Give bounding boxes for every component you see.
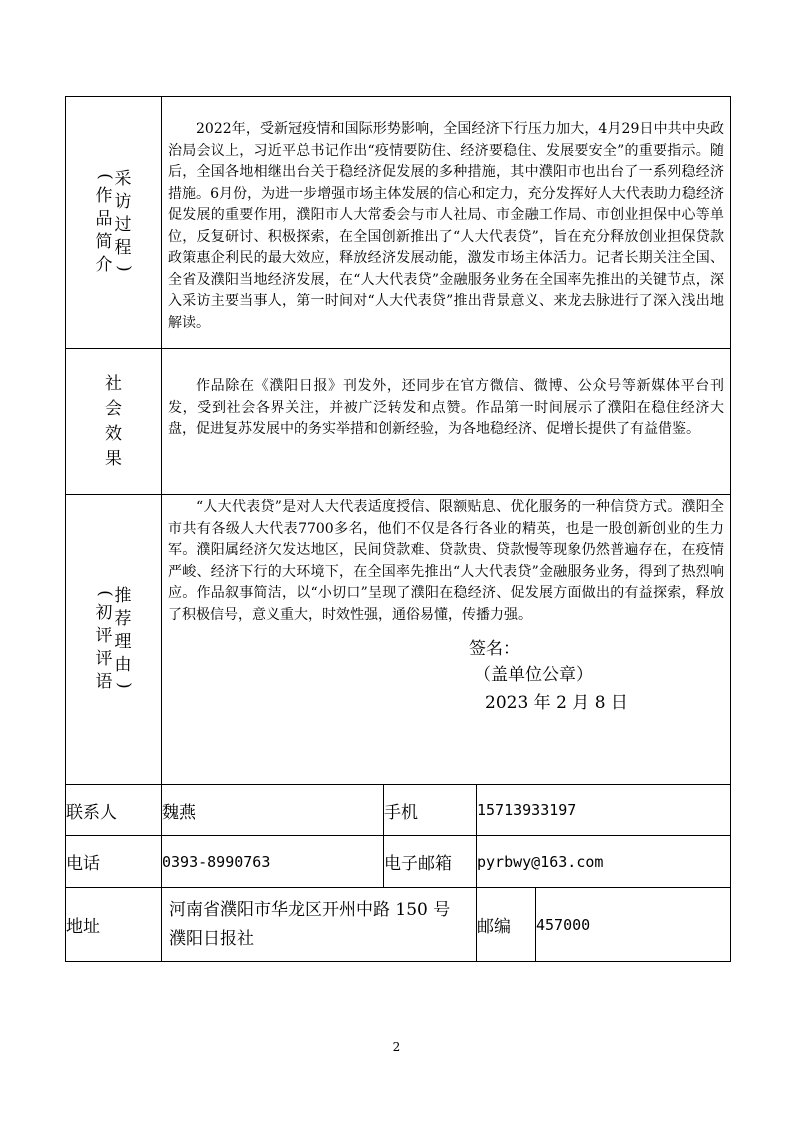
address-line-2: 濮阳日报社 bbox=[169, 928, 254, 949]
effect-label-char: 社 bbox=[105, 373, 122, 394]
person-label: 联系人 bbox=[66, 785, 162, 836]
address-row bbox=[66, 888, 731, 962]
recommend-label-char: 由 bbox=[114, 655, 132, 675]
process-label-char: 采 bbox=[114, 169, 132, 189]
process-label-char: 访 bbox=[114, 192, 132, 212]
recommend-label-char: 评 bbox=[95, 626, 113, 646]
recommend-label-char: 评 bbox=[95, 649, 113, 669]
phone-row bbox=[66, 836, 731, 888]
recommend-label-char: 荐 bbox=[114, 609, 132, 629]
recommend-label-col-a: ( 初 评 评 语 bbox=[94, 590, 115, 692]
signature-block bbox=[162, 630, 730, 760]
effect-row bbox=[66, 349, 731, 495]
seal-note: （盖单位公章） bbox=[474, 665, 593, 685]
process-content-cell bbox=[162, 97, 731, 349]
postcode-value: 457000 bbox=[536, 888, 731, 962]
process-label-char: 简 bbox=[95, 232, 113, 252]
recommend-label-col-b: 推 荐 理 由 ) bbox=[113, 586, 134, 689]
address-line-1: 河南省濮阳市华龙区开州中路 150 号 bbox=[169, 899, 451, 920]
sign-date: 2023 年 2 月 8 日 bbox=[485, 693, 628, 713]
address-value bbox=[162, 888, 477, 962]
process-text: 2022年，受新冠疫情和国际形势影响，全国经济下行压力加大，4月29日中共中央政治局会议上，习近平总书记作出“疫情要防住、经济要稳住、发展要安全”的重要指示。随后，全国各地相继出台关于稳经济促发展的多种措施，其中濮阳市也出台了一系列稳经济措施。6月份，为进一步增强市场主体发展的信心和定力，充分发挥好人大代表助力稳经济促发展的重要作用，濮阳市人大常委会与市人社局、市金融工作局、市创业担保中心等单位，反复研讨、积极探索，在全国创新推出了“人大代表贷”，旨在充分释放创业担保贷款政策惠企利民的最大效应，释放经济发展动能，激发市场主体活力。记者长期关注全国、全省及濮阳当地经济发展，在“人大代表贷”金融服务业务在全国率先推出的关键节点，深入采访主要当事人，第一时间对“人大代表贷”推出背景意义、来龙去脉进行了深入浅出地解读。 bbox=[168, 121, 724, 331]
process-label-char: 品 bbox=[95, 209, 113, 229]
phone-value: 0393-8990763 bbox=[162, 836, 384, 888]
process-label-col-a: ( 作 品 简 介 bbox=[94, 173, 115, 275]
phone-label: 电话 bbox=[66, 836, 162, 888]
effect-content-cell bbox=[162, 349, 731, 495]
person-value: 魏燕 bbox=[162, 785, 384, 836]
recommend-label-char: 初 bbox=[95, 603, 113, 623]
page-number: 2 bbox=[392, 1040, 401, 1054]
email-label: 电子邮箱 bbox=[384, 836, 477, 888]
effect-label-char: 果 bbox=[105, 448, 122, 469]
mobile-value: 15713933197 bbox=[477, 785, 731, 836]
effect-text: 作品除在《濮阳日报》刊发外，还同步在官方微信、微博、公众号等新媒体平台刊发，受到社会各界关注，并被广泛转发和点赞。作品第一时间展示了濮阳在稳住经济大盘，促进复苏发展中的务实举措和创新经验，为各地稳经济、促增长提供了有益借鉴。 bbox=[168, 378, 724, 437]
process-label-char: 介 bbox=[95, 255, 113, 275]
recommend-label-char: 理 bbox=[114, 632, 132, 652]
recommend-content-cell bbox=[162, 495, 731, 785]
recommend-row bbox=[66, 495, 731, 785]
recommend-label-char: 语 bbox=[95, 672, 113, 692]
process-label-char: 作 bbox=[95, 186, 113, 206]
postcode-label: 邮编 bbox=[477, 888, 536, 962]
process-label-char: 过 bbox=[114, 215, 132, 235]
mobile-label: 手机 bbox=[384, 785, 477, 836]
sign-label: 签名： bbox=[469, 639, 520, 659]
email-value: pyrbwy@163.com bbox=[477, 836, 731, 888]
recommend-label-char: 推 bbox=[114, 586, 132, 606]
process-label-char: 程 bbox=[114, 238, 132, 258]
process-label-col-b: 采 访 过 程 ) bbox=[113, 169, 134, 272]
effect-label-char: 效 bbox=[105, 423, 122, 444]
recommend-text: “人大代表贷”是对人大代表适度授信、限额贴息、优化服务的一种信贷方式。濮阳全市共有各级人大代表7700多名，他们不仅是各行各业的精英，也是一股创新创业的生力军。濮阳属经济欠发达地区，民间贷款难、贷款贵、贷款慢等现象仍然普遍存在，在疫情严峻、经济下行的大环境下，在全国率先推出“人大代表贷”金融服务业务，得到了热烈响应。作品叙事简洁，以“小切口”呈现了濮阳在稳经济、促发展方面做出的有益探索，释放了积极信号，意义重大，时效性强，通俗易懂，传播力强。 bbox=[168, 499, 724, 623]
effect-label-cell bbox=[66, 349, 162, 495]
address-label: 地址 bbox=[66, 888, 162, 962]
recommend-label-cell bbox=[66, 495, 162, 785]
contact-row bbox=[66, 785, 731, 836]
effect-label-char: 会 bbox=[105, 398, 122, 419]
process-label-cell bbox=[66, 97, 162, 349]
entry-form-table bbox=[65, 96, 731, 962]
process-row bbox=[66, 97, 731, 349]
